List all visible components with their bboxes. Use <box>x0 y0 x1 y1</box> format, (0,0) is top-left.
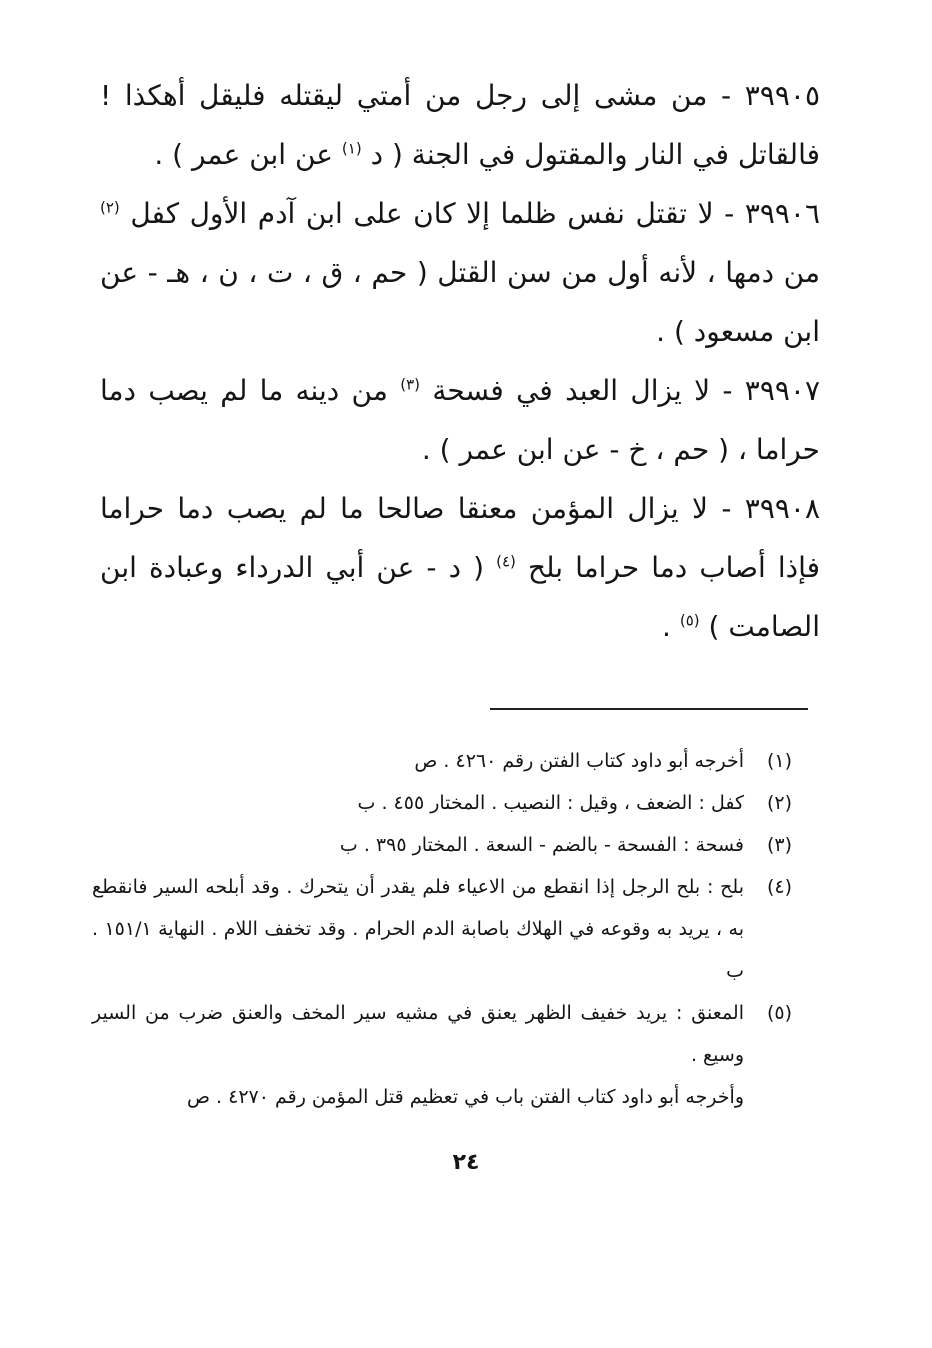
hadith-39905 <box>100 66 820 184</box>
hadith-39907 <box>100 361 820 479</box>
hadith-text: لا تقتل نفس ظلما إلا كان على ابن آدم الأول كفل <box>130 197 714 230</box>
footnote-text: بلح : بلح الرجل إذا انقطع من الاعياء فلم يقدر أن يتحرك . وقد أبلحه السير فانقطع به ، يريد به وقوعه في الهلاك باصابة الدم الحرام . وقد تخفف اللام . النهاية ١٥١/١ . ب <box>92 876 744 982</box>
hadith-39906 <box>100 184 820 361</box>
footnote-ref: (٢) <box>100 198 120 217</box>
footnote-2 <box>92 782 792 824</box>
footnote-5 <box>92 992 792 1076</box>
hadith-end: . <box>662 610 671 643</box>
dash: - <box>710 374 733 407</box>
hadith-source: عن ابن عمر ) . <box>154 138 334 171</box>
footnote-ref: (٥) <box>679 611 700 630</box>
hadith-number: ٣٩٩٠٨ <box>744 492 820 525</box>
dash: - <box>707 79 732 112</box>
footnote-marker: (٢) <box>766 792 792 814</box>
footnote-marker: (٤) <box>766 876 792 898</box>
footnote-ref: (١) <box>341 139 362 158</box>
hadith-source: من دمها ، لأنه أول من سن القتل ( حم ، ق ، ت ، ن ، هـ - عن ابن مسعود ) . <box>100 256 820 348</box>
footnote-text: أخرجه أبو داود كتاب الفتن رقم ٤٢٦٠ . ص <box>414 750 744 772</box>
footnote-ref: (٣) <box>400 375 420 394</box>
footnote-1 <box>92 740 792 782</box>
footnote-marker: (١) <box>766 750 792 772</box>
footnote-4 <box>92 866 792 992</box>
footnote-marker: (٥) <box>766 1002 792 1024</box>
footnote-text: المعنق : يريد خفيف الظهر يعنق في مشيه سير المخف والعنق ضرب من السير وسيع . <box>92 1002 744 1066</box>
hadith-number: ٣٩٩٠٥ <box>744 79 820 112</box>
hadith-39908 <box>100 479 820 656</box>
hadith-text-block <box>100 66 820 656</box>
hadith-text: من مشى إلى رجل من أمتي ليقتله فليقل أهكذا ! فالقاتل في النار والمقتول في الجنة ( د <box>100 79 820 171</box>
footnote-3 <box>92 824 792 866</box>
footnote-text: فسحة : الفسحة - بالضم - السعة . المختار ٣٩٥ . ب <box>339 834 744 856</box>
hadith-text: لا يزال العبد في فسحة <box>432 374 711 407</box>
footnotes <box>92 740 792 1118</box>
footnote-separator <box>490 708 808 710</box>
footnote-text: كفل : الضعف ، وقيل : النصيب . المختار ٤٥٥ . ب <box>357 792 744 814</box>
footnote-marker: (٣) <box>766 834 792 856</box>
hadith-text: لا يزال المؤمن معنقا صالحا ما لم يصب دما حراما فإذا أصاب دما حراما بلح <box>100 492 820 584</box>
hadith-number: ٣٩٩٠٦ <box>744 197 821 230</box>
hadith-number: ٣٩٩٠٧ <box>744 374 820 407</box>
hadith-source: من دينه ما لم يصب دما حراما ، ( حم ، خ - عن ابن عمر ) . <box>100 374 820 466</box>
page-number: ٢٤ <box>452 1150 480 1175</box>
footnote-ref: (٤) <box>496 552 516 571</box>
dash: - <box>713 197 735 230</box>
dash: - <box>708 492 732 525</box>
footnote-extra: وأخرجه أبو داود كتاب الفتن باب في تعظيم قتل المؤمن رقم ٤٢٧٠ . ص <box>187 1086 744 1108</box>
hadith-source: ( د - عن أبي الدرداء وعبادة ابن الصامت ) <box>100 551 820 643</box>
